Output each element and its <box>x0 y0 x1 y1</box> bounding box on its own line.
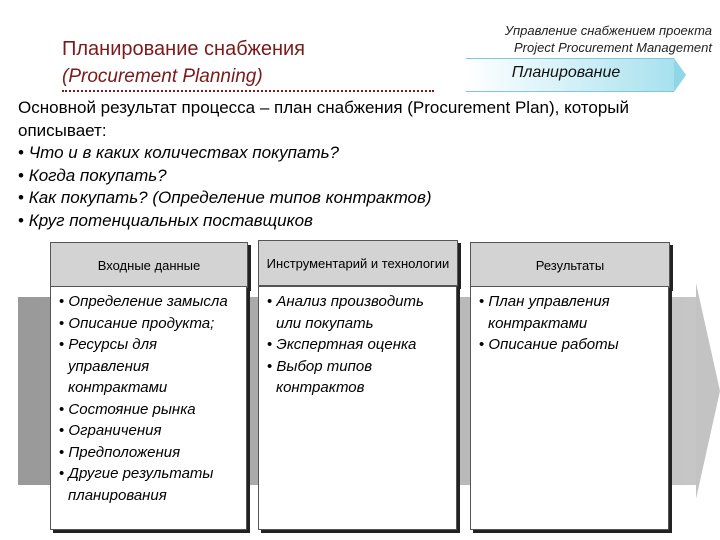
outputs-list <box>479 291 664 356</box>
process-arrow-head-icon <box>696 283 720 499</box>
title-russian: Планирование снабжения <box>62 38 305 60</box>
list-item: • План управления контрактами <box>479 291 664 334</box>
title-dotted-underline <box>62 90 434 92</box>
list-item: • Анализ производить или покупать <box>267 291 452 334</box>
inputs-box <box>50 286 247 530</box>
list-item: • Определение замысла <box>59 291 242 313</box>
outputs-header-label: Результаты <box>535 257 605 273</box>
inputs-header-label: Входные данные <box>97 257 201 273</box>
list-item: • Другие результаты планирования <box>59 463 242 506</box>
tools-header-label: Инструментарий и технологии <box>266 255 450 271</box>
phase-label: Планирование <box>511 64 621 81</box>
section-header-ru: Управление снабжением проекта <box>504 23 712 38</box>
intro-bullet: • Как покупать? (Определение типов контрактов) <box>18 187 718 210</box>
inputs-header <box>50 242 248 288</box>
list-item: • Описание работы <box>479 334 664 356</box>
title-english: (Procurement Planning) <box>62 66 263 87</box>
intro-main: Основной результат процесса – план снабжения (Procurement Plan), который описывает: <box>18 98 630 140</box>
list-item: • Состояние рынка <box>59 399 242 421</box>
tools-box <box>258 286 457 530</box>
list-item: • Выбор типов контрактов <box>267 356 452 399</box>
list-item: • Ресурсы для управления контрактами <box>59 334 242 399</box>
outputs-box <box>470 286 669 530</box>
outputs-header <box>470 242 670 288</box>
intro-text <box>18 97 718 232</box>
tools-header <box>258 240 458 286</box>
list-item: • Ограничения <box>59 420 242 442</box>
intro-bullet-list <box>18 142 718 232</box>
intro-bullet: • Что и в каких количествах покупать? <box>18 142 718 165</box>
section-header <box>505 22 712 56</box>
tools-list <box>267 291 452 399</box>
phase-arrow-icon <box>674 58 686 92</box>
section-header-en: Project Procurement Management <box>514 40 712 55</box>
intro-bullet: • Круг потенциальных поставщиков <box>18 210 718 233</box>
intro-bullet: • Когда покупать? <box>18 165 718 188</box>
list-item: • Экспертная оценка <box>267 334 452 356</box>
list-item: • Описание продукта; <box>59 313 242 335</box>
list-item: • Предположения <box>59 442 242 464</box>
inputs-list <box>59 291 242 506</box>
